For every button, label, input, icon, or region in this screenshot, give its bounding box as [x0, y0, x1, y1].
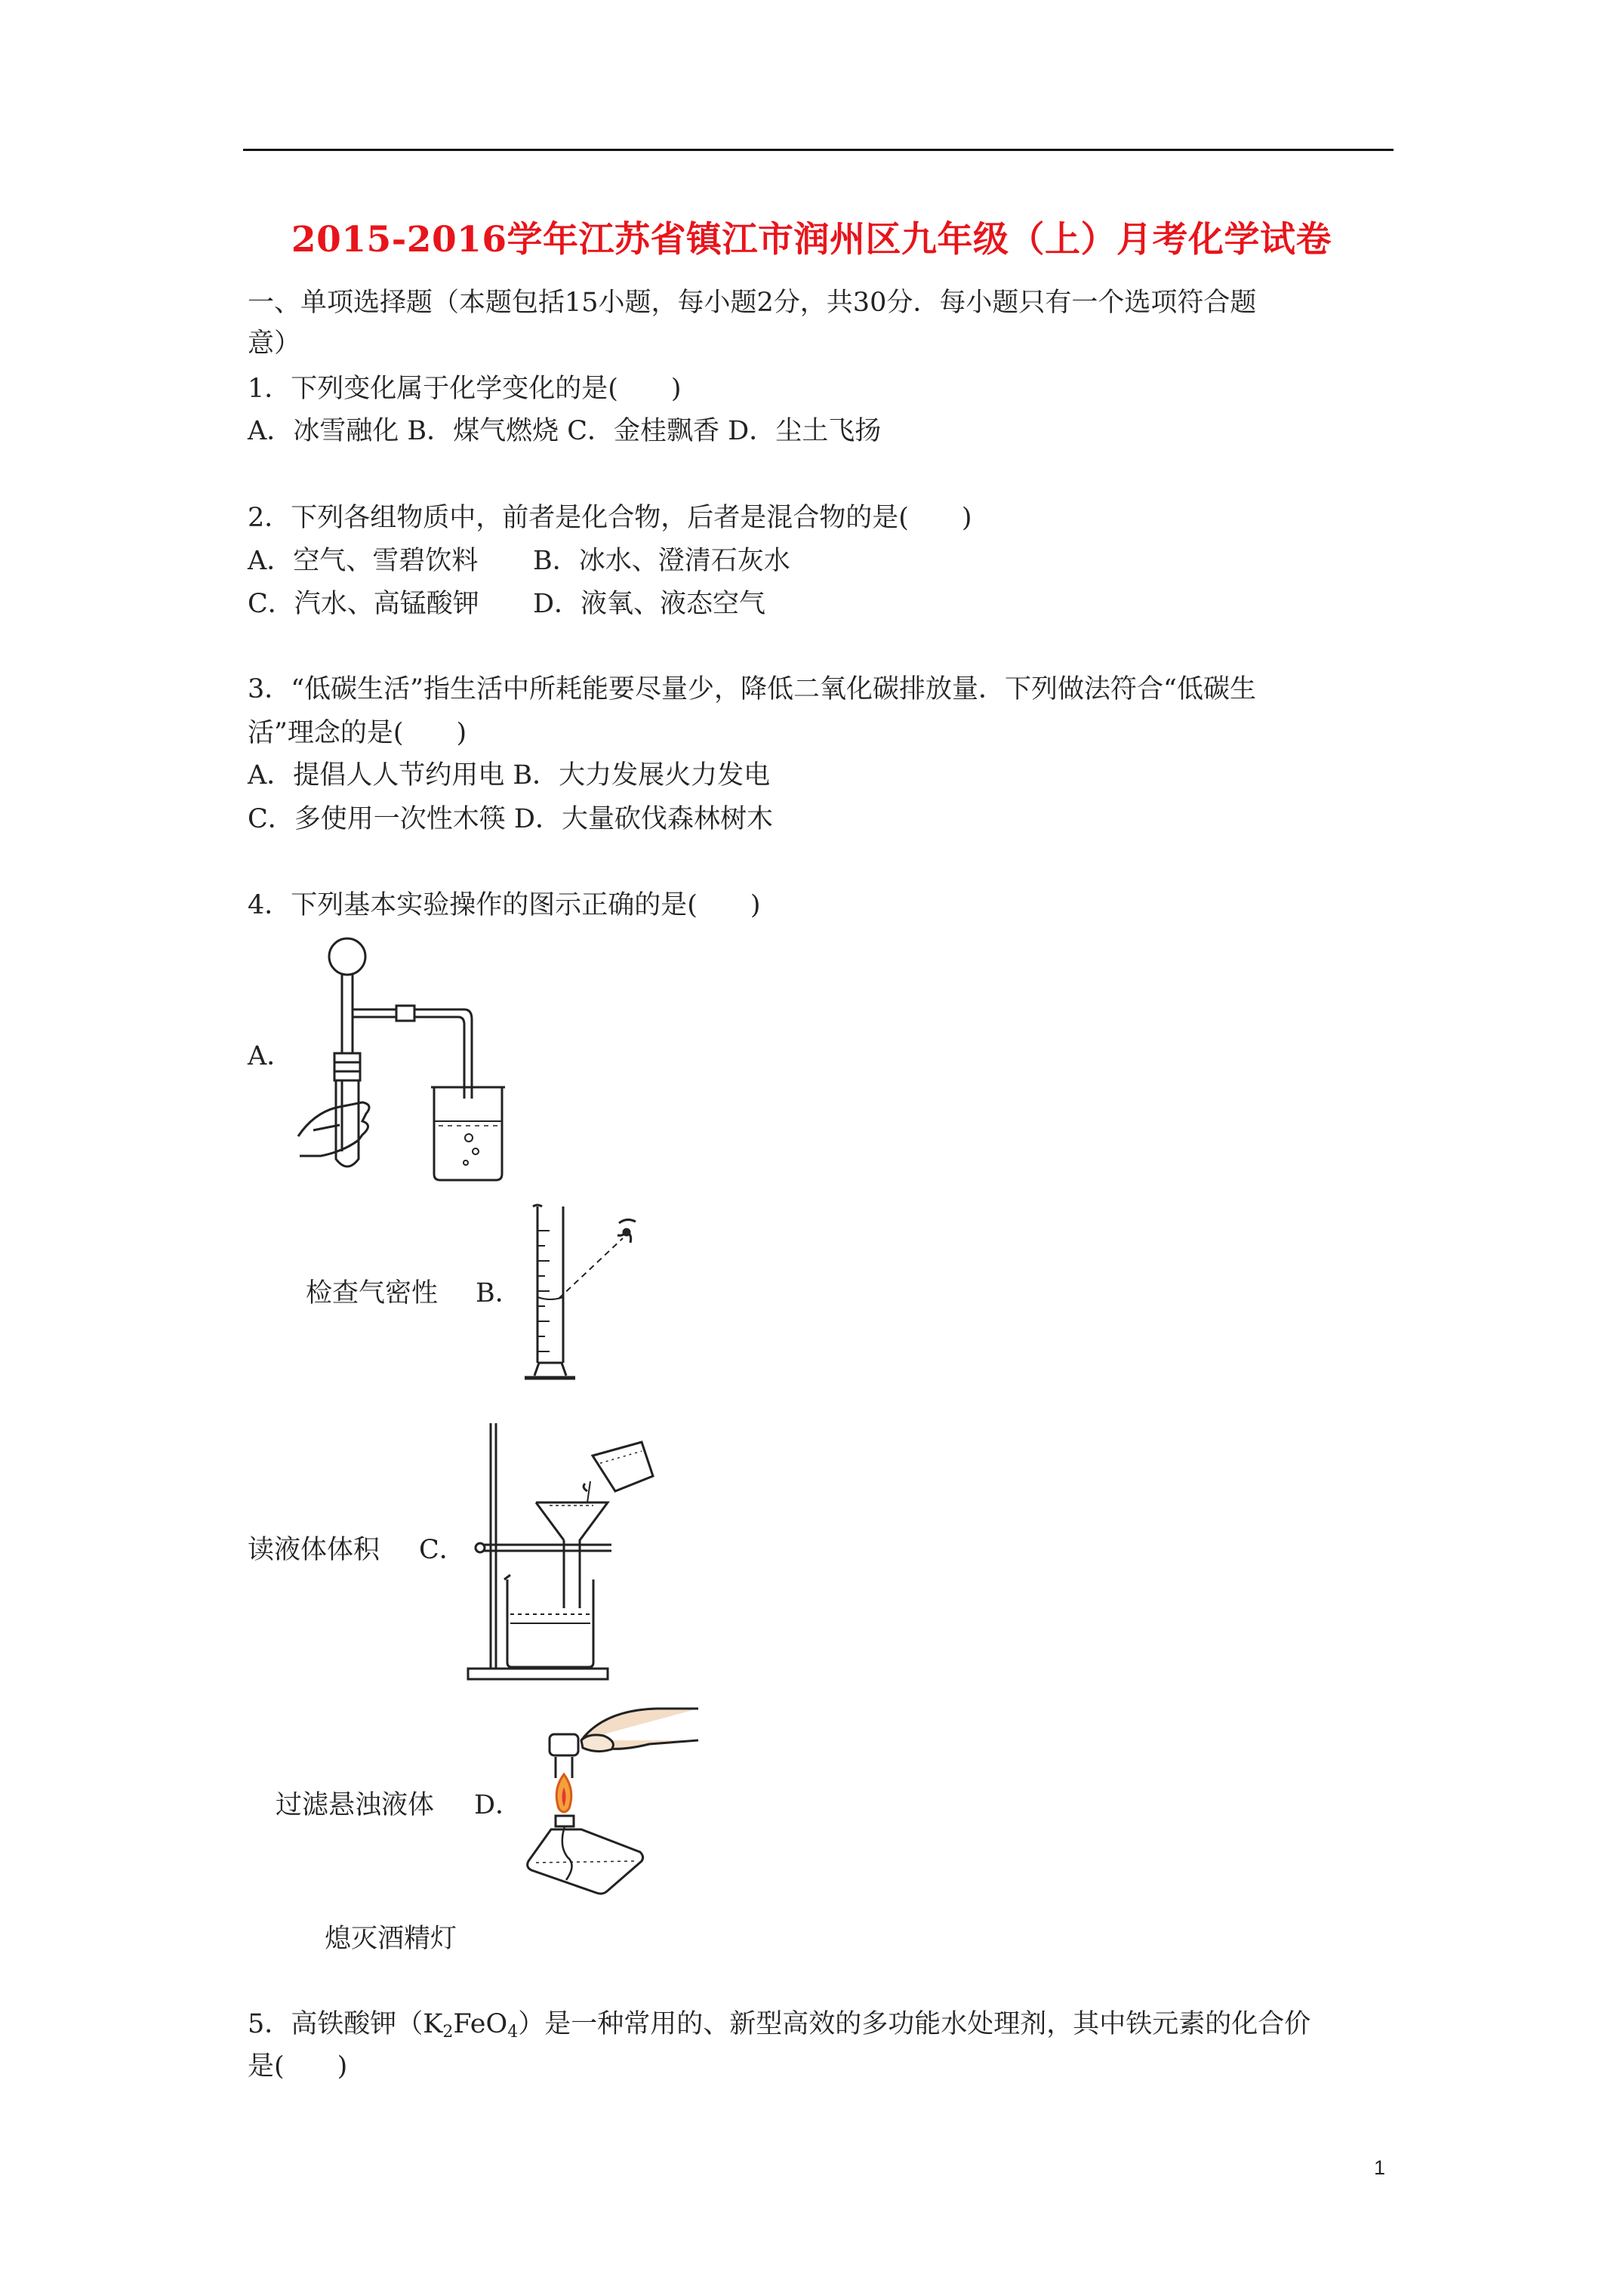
q1-stem: 1．下列变化属于化学变化的是( )	[248, 374, 682, 404]
q4-label-a: A．	[248, 1041, 294, 1071]
q1-options: A．冰雪融化 B．煤气燃烧 C．金桂飘香 D．尘土飞扬	[248, 416, 882, 446]
q3-options-ab: A．提倡人人节约用电 B．大力发展火力发电	[248, 760, 771, 791]
q5-sub-o: 4	[507, 2023, 519, 2042]
q4-stem: 4．下列基本实验操作的图示正确的是( )	[248, 890, 761, 920]
q4-caption-a: 检查气密性	[306, 1278, 439, 1308]
q5-stem-mid: FeO	[453, 2009, 508, 2039]
q3-stem-line1: 3．“低碳生活”指生活中所耗能要尽量少，降低二氧化碳排放量．下列做法符合“低碳生	[248, 674, 1256, 704]
q4-caption-b: 读液体体积	[248, 1535, 380, 1565]
q5-stem-pre: 5．高铁酸钾（K	[248, 2009, 443, 2039]
airtightness-check-figure	[291, 932, 517, 1185]
alcohol-lamp-figure	[521, 1703, 702, 1914]
q5-sub-k: 2	[442, 2023, 454, 2042]
section-heading-line2: 意）	[248, 328, 301, 359]
q2-option-a: A．空气、雪碧饮料	[248, 546, 479, 576]
q2-stem: 2．下列各组物质中，前者是化合物，后者是混合物的是( )	[248, 503, 972, 533]
q3-stem-line2: 活”理念的是( )	[248, 718, 467, 748]
q5-stem-post: ）是一种常用的、新型高效的多功能水处理剂，其中铁元素的化合价	[518, 2009, 1311, 2039]
q5-stem-line1	[248, 2007, 1310, 2042]
page-title: 2015-2016学年江苏省镇江市润州区九年级（上）月考化学试卷	[291, 219, 1332, 260]
page-number: 1	[1374, 2156, 1386, 2179]
q2-option-d: D．液氧、液态空气	[533, 589, 766, 619]
section-heading-line1: 一、单项选择题（本题包括15小题，每小题2分，共30分．每小题只有一个选项符合题	[248, 288, 1257, 318]
q2-option-c: C．汽水、高锰酸钾	[248, 589, 479, 619]
filtration-figure	[460, 1419, 679, 1684]
q5-stem-line2: 是( )	[248, 2051, 348, 2082]
graduated-cylinder-figure	[521, 1200, 664, 1385]
q3-options-cd: C．多使用一次性木筷 D．大量砍伐森林树木	[248, 804, 773, 834]
q4-label-c: C．	[419, 1535, 466, 1565]
q4-caption-c: 过滤悬浊液体	[276, 1790, 435, 1820]
q4-label-d: D．	[474, 1790, 522, 1820]
header-rule	[243, 149, 1394, 151]
q4-label-b: B．	[476, 1278, 522, 1308]
q2-option-b: B．冰水、澄清石灰水	[533, 546, 790, 576]
q4-caption-d: 熄灭酒精灯	[325, 1924, 457, 1954]
